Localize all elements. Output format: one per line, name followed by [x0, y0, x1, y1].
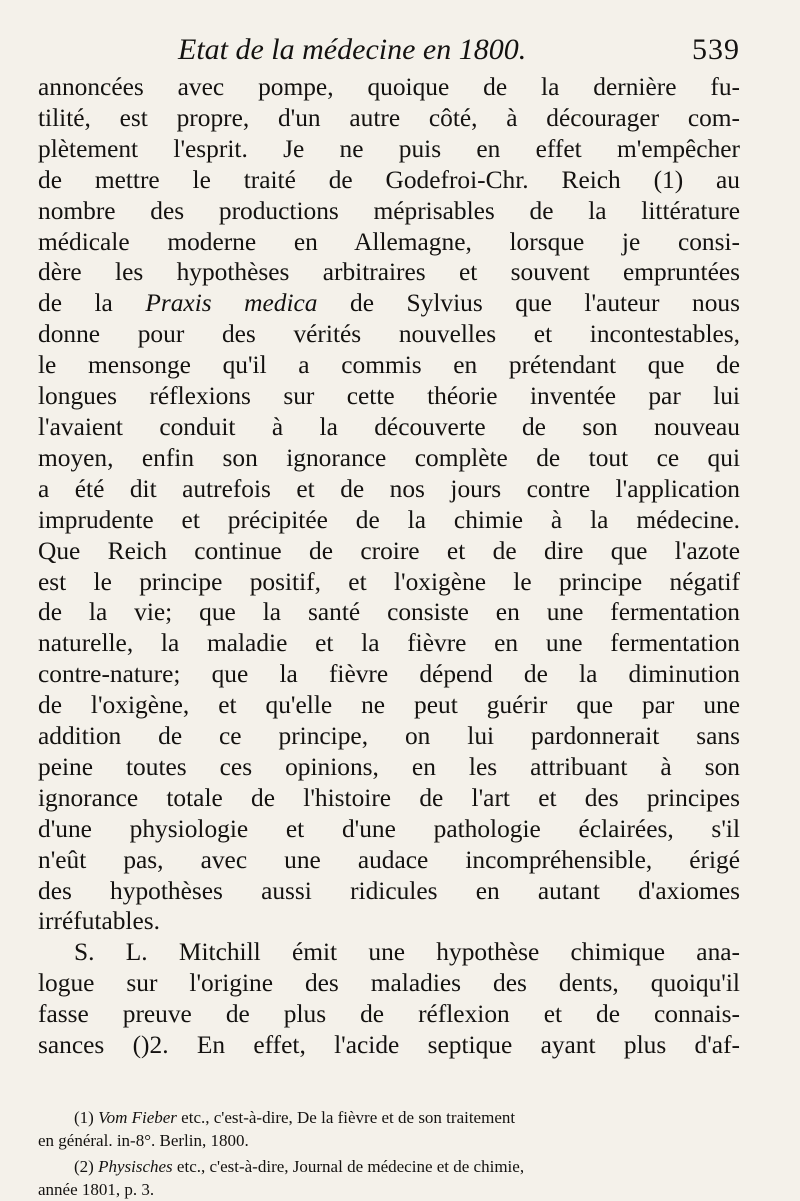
text-line: dère les hypothèses arbitraires et souvent empruntées [38, 257, 740, 288]
text-line: longues réflexions sur cette théorie inventée par lui [38, 381, 740, 412]
running-title: Etat de la médecine en 1800. [178, 30, 526, 70]
text-line: médicale moderne en Allemagne, lorsque je consi- [38, 227, 740, 258]
book-title-italic: Praxis medica [145, 289, 317, 317]
text-line: tilité, est propre, d'un autre côté, à décourager com- [38, 103, 740, 134]
main-text [38, 72, 740, 1061]
footnote-line: en général. in-8°. Berlin, 1800. [38, 1130, 740, 1153]
footnote-marker: (2) [74, 1157, 98, 1176]
text-line: a été dit autrefois et de nos jours contre l'application [38, 474, 740, 505]
text-line: peine toutes ces opinions, en les attribuant à son [38, 752, 740, 783]
text-line: plètement l'esprit. Je ne puis en effet m'empêcher [38, 134, 740, 165]
footnotes [38, 1107, 740, 1201]
text-line: sances ()2. En effet, l'acide septique ayant plus d'af- [38, 1030, 740, 1061]
text-line: naturelle, la maladie et la fièvre en une fermentation [38, 628, 740, 659]
page-number: 539 [692, 30, 740, 70]
text-line: moyen, enfin son ignorance complète de tout ce qui [38, 443, 740, 474]
running-header [38, 30, 740, 70]
text-line: de l'oxigène, et qu'elle ne peut guérir que par une [38, 690, 740, 721]
text-line: est le principe positif, et l'oxigène le principe négatif [38, 567, 740, 598]
text-line: ignorance totale de l'histoire de l'art et des principes [38, 783, 740, 814]
text-line: irréfutables. [38, 906, 740, 937]
footnote-line [38, 1156, 740, 1179]
text-line: des hypothèses aussi ridicules en autant d'axiomes [38, 876, 740, 907]
footnote [38, 1107, 740, 1152]
text-segment: de Sylvius que l'auteur nous [317, 289, 740, 317]
text-line: Que Reich continue de croire et de dire que l'azote [38, 536, 740, 567]
footnote-line [38, 1107, 740, 1130]
text-line: d'une physiologie et d'une pathologie éclairées, s'il [38, 814, 740, 845]
text-line: de mettre le traité de Godefroi-Chr. Reich (1) au [38, 165, 740, 196]
footnote-line: année 1801, p. 3. [38, 1179, 740, 1201]
text-line [38, 288, 740, 319]
footnote-text: etc., c'est-à-dire, De la fièvre et de son traitement [177, 1108, 515, 1127]
text-line: donne pour des vérités nouvelles et incontestables, [38, 319, 740, 350]
text-segment: de la [38, 289, 145, 317]
text-line: imprudente et précipitée de la chimie à la médecine. [38, 505, 740, 536]
text-line: contre-nature; que la fièvre dépend de la diminution [38, 659, 740, 690]
text-line: de la vie; que la santé consiste en une fermentation [38, 597, 740, 628]
text-line: addition de ce principe, on lui pardonnerait sans [38, 721, 740, 752]
footnote-text: etc., c'est-à-dire, Journal de médecine et de chimie, [173, 1157, 524, 1176]
footnote-title-italic: Physisches [98, 1157, 173, 1176]
text-line: fasse preuve de plus de réflexion et de connais- [38, 999, 740, 1030]
text-line: nombre des productions méprisables de la littérature [38, 196, 740, 227]
text-line: S. L. Mitchill émit une hypothèse chimique ana- [38, 937, 740, 968]
text-line: annoncées avec pompe, quoique de la dernière fu- [38, 72, 740, 103]
text-line: logue sur l'origine des maladies des dents, quoiqu'il [38, 968, 740, 999]
text-line: n'eût pas, avec une audace incompréhensible, érigé [38, 845, 740, 876]
footnote-title-italic: Vom Fieber [98, 1108, 177, 1127]
footnote [38, 1156, 740, 1201]
text-line: le mensonge qu'il a commis en prétendant que de [38, 350, 740, 381]
footnote-marker: (1) [74, 1108, 98, 1127]
text-line: l'avaient conduit à la découverte de son nouveau [38, 412, 740, 443]
